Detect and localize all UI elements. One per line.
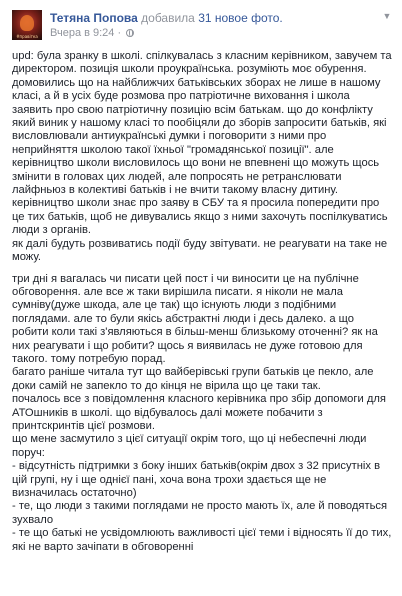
post-timestamp[interactable]: Вчера в 9:24 · xyxy=(50,27,122,39)
post-paragraph-viber: багато раніше читала тут що вайберівські групи батьків це пекло, але доки самій не запекло то до кінця не вірила що це таки так. xyxy=(12,366,374,392)
post-title-line xyxy=(50,11,283,26)
post-paragraph-report: як далі будуть розвиватись події буду звітувати. не реагувати на таке не можу. xyxy=(12,237,388,264)
author-avatar[interactable] xyxy=(12,10,42,40)
post-body xyxy=(12,50,392,554)
post-paragraph-intro: три дні я вагалась чи писати цей пост і чи виносити це на публічне обговорення. але все ж таки вирішила писати. я ніколи не мала сумніву(дуже шкода, але це так) що існують люди з подібними поглядами. але то були якісь абстрактні люди і десь далеко. а що робити коли такі з'являються в більш-менш близькому оточенні? як на них реагувати і що робити? щось я виявилась не дуже готовою для такого. тому потребую порад. xyxy=(12,272,378,365)
chevron-down-icon[interactable]: ▼ xyxy=(382,11,392,21)
post-paragraph-update: upd: була зранку в школі. спілкувалась з класним керівником, завучем та директором. позиція школи проукраїнська. розуміють моє обурення. домовились що на найближчих батьківських зборах не лише в нашому класі, а й в усіх буде розмова про патріотичне виховання і школа заявить про свою патріотичну позицію всім батькам. що до конфлікту який виник у нашому класі то пообіцяли до зборів запросити батьків, які висловлювали антиукраїнські думки і поговорити з ними про неприйняття школою такої їхньої "громадянської позиції". але керівництво школи висловилось що вони не впевнені що можуть щось змінити в головах цих людей, але попросять не ретранслювати лайфньюз в колективі батьків і не вчити такому власну дитину. керівництво школи знає про заяву в СБУ та я просила попередити про це тих батьків, щоб не дивувались якщо з ними захочуть поспілкуватись люди з органів. xyxy=(12,50,392,237)
post-paragraph-start: почалось все з повідомлення класного керівника про збір допомоги для АТОшників в школі. що відбувалось далі можете побачити з принтскринтів цієї розмови. xyxy=(12,393,386,432)
post-list-item-support: - відсутність підтримки з боку інших батьків(окрім двох з 32 присутніх в цій групі, ну і ще однієї пані, хоча вона трохи здається ще не визначилась остаточно) xyxy=(12,460,381,499)
post-header xyxy=(12,10,392,40)
post-list-item-attitude: - те, що люди з такими поглядами не просто мають їх, але й поводяться зухвало xyxy=(12,500,388,526)
post-paragraph-concerns: що мене засмутило з цієї ситуації окрім того, що ці небеспечні люди поруч: xyxy=(12,433,367,459)
photos-link[interactable]: 31 новое фото. xyxy=(198,11,283,25)
post-meta xyxy=(50,27,134,40)
post-action-text: добавила xyxy=(141,11,195,25)
avatar-watermark: #правітка xyxy=(16,34,38,39)
post-list-item-awareness: - те що батькі не усвідомлюють важливості цієї теми і відносять її до тих, які не варто зачіпати в обговоренні xyxy=(12,527,392,553)
globe-icon[interactable] xyxy=(126,29,134,37)
author-name-link[interactable]: Тетяна Попова xyxy=(50,11,138,25)
avatar-figure xyxy=(20,15,34,31)
